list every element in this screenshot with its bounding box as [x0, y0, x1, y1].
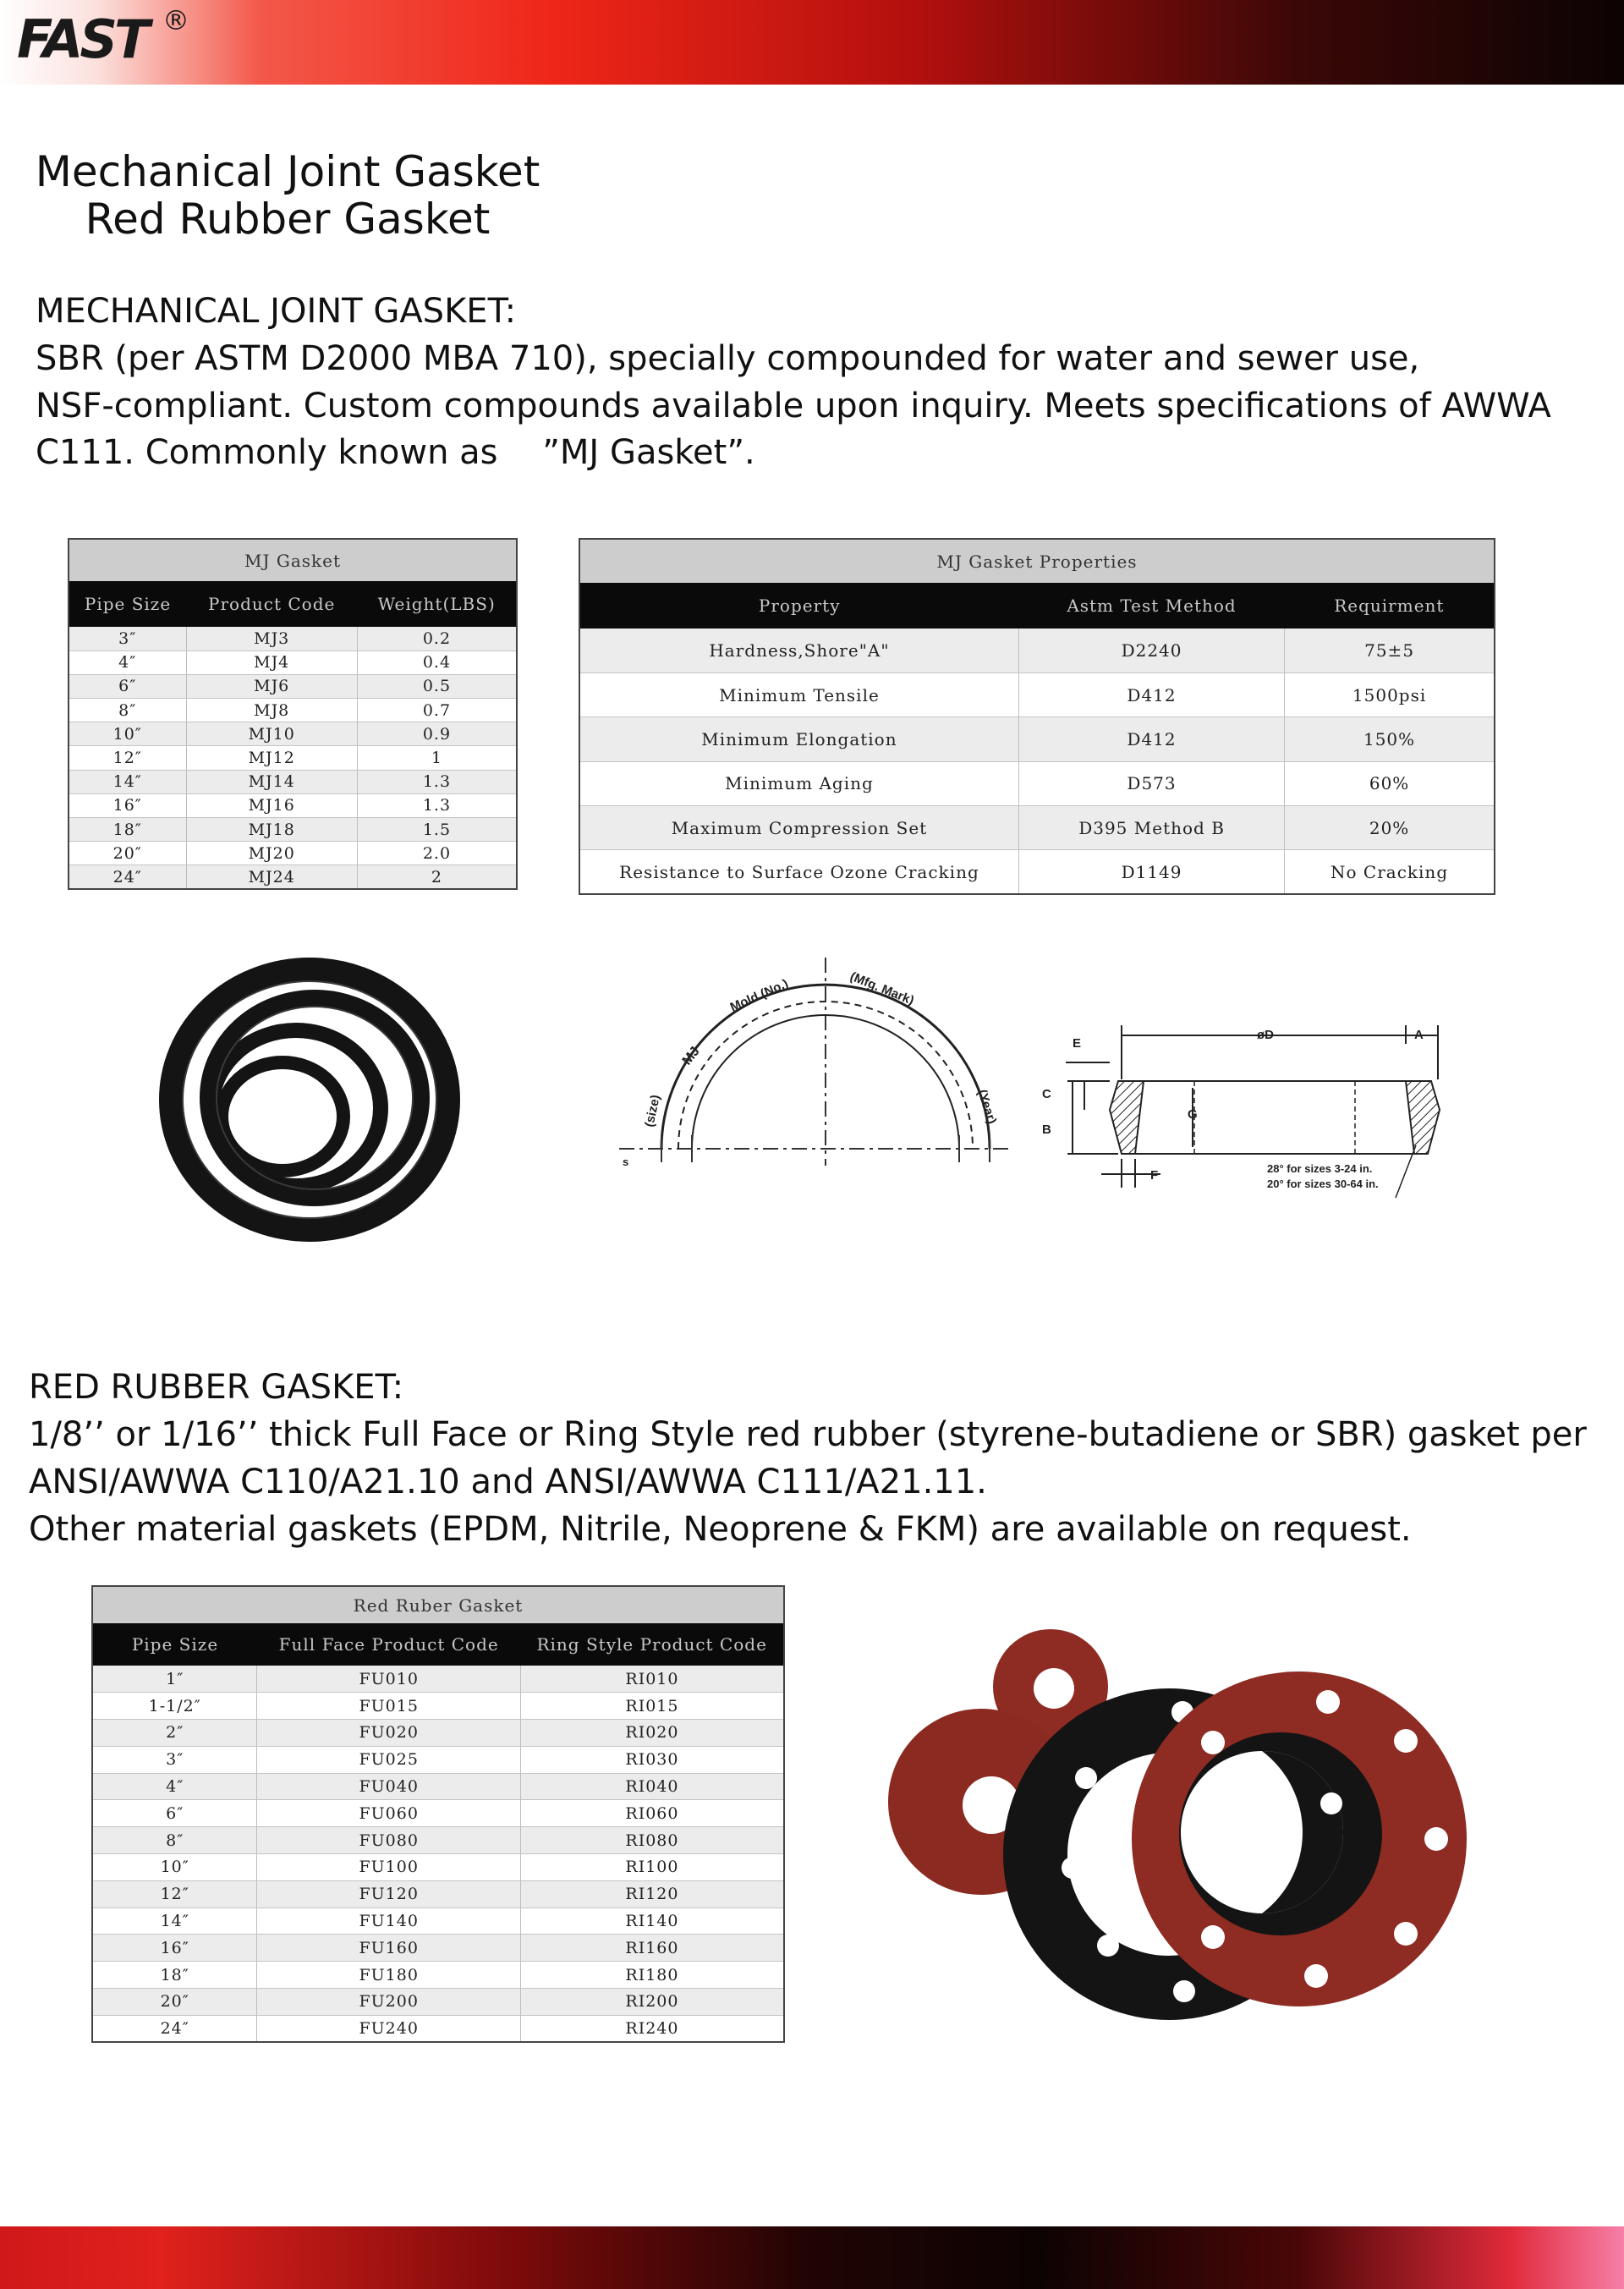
cell-size: 8″	[92, 1827, 257, 1854]
cell-size: 1-1/2″	[92, 1693, 257, 1720]
footer-banner	[0, 2226, 1624, 2289]
cell-weight: 1.5	[357, 818, 517, 842]
cell-property: Minimum Elongation	[579, 717, 1018, 761]
table-row	[92, 1720, 784, 1747]
cell-requirement: 1500psi	[1285, 672, 1495, 716]
table-row	[579, 672, 1495, 716]
cell-property: Maximum Compression Set	[579, 806, 1018, 850]
cell-size: 12″	[69, 746, 186, 770]
cell-size: 20″	[92, 1989, 257, 2016]
table-row	[92, 1693, 784, 1720]
section-label-f: F	[1150, 1168, 1159, 1183]
table-row	[92, 1746, 784, 1773]
cell-weight: 2.0	[357, 842, 517, 865]
cell-requirement: 75±5	[1285, 629, 1495, 672]
cell-ring: RI200	[520, 1989, 784, 2016]
cell-full-face: FU015	[257, 1693, 520, 1720]
cell-size: 1″	[92, 1666, 257, 1693]
page-title: Mechanical Joint Gasket	[35, 147, 540, 196]
mj-table-caption: MJ Gasket	[244, 550, 341, 571]
cell-size: 2″	[92, 1720, 257, 1747]
mj-line-3: C111. Commonly known as ”MJ Gasket”.	[36, 433, 755, 472]
cell-ring: RI030	[520, 1746, 784, 1773]
table-row	[92, 1827, 784, 1854]
red-rubber-gasket-table	[91, 1585, 785, 2043]
table-row	[92, 1935, 784, 1962]
cell-size: 10″	[92, 1854, 257, 1881]
mj-gasket-section-diagram	[1034, 1018, 1473, 1213]
cell-ring: RI100	[520, 1854, 784, 1881]
arc-label-mfg: (Mfg. Mark)	[848, 969, 917, 1008]
cell-ring: RI015	[520, 1693, 784, 1720]
table-row	[579, 850, 1495, 894]
cell-size: 24″	[92, 2015, 257, 2042]
cell-full-face: FU040	[257, 1773, 520, 1800]
cell-ring: RI060	[520, 1800, 784, 1827]
table-row	[579, 806, 1495, 850]
cell-requirement: 20%	[1285, 806, 1495, 850]
cell-code: MJ18	[186, 818, 357, 842]
red-line-3: Other material gaskets (EPDM, Nitrile, Neoprene & FKM) are available on request.	[29, 1510, 1412, 1549]
table-row	[69, 627, 517, 650]
cell-method: D412	[1018, 672, 1284, 716]
cell-property: Resistance to Surface Ozone Cracking	[579, 850, 1018, 894]
mj-properties-table	[579, 538, 1495, 895]
cell-size: 14″	[69, 770, 186, 793]
header-banner	[0, 0, 1624, 85]
cell-ring: RI240	[520, 2015, 784, 2042]
cell-weight: 0.5	[357, 674, 517, 698]
cell-code: MJ4	[186, 650, 357, 674]
cell-requirement: 150%	[1285, 717, 1495, 761]
cell-weight: 2	[357, 865, 517, 889]
mj-gasket-arc-diagram	[611, 954, 1015, 1176]
cell-ring: RI020	[520, 1720, 784, 1747]
red-header-ring-style: Ring Style Product Code	[520, 1623, 784, 1666]
cell-full-face: FU020	[257, 1720, 520, 1747]
cell-property: Minimum Tensile	[579, 672, 1018, 716]
cell-size: 8″	[69, 699, 186, 722]
table-row	[69, 746, 517, 770]
mj-line-2: NSF-compliant. Custom compounds available upon inquiry. Meets specifications of AWWA	[36, 387, 1551, 425]
cell-ring: RI040	[520, 1773, 784, 1800]
arc-label-mj: MJ	[679, 1044, 703, 1068]
table-row	[92, 2015, 784, 2042]
cell-requirement: 60%	[1285, 761, 1495, 805]
cell-method: D2240	[1018, 629, 1284, 672]
table-row	[69, 770, 517, 793]
mj-header-pipe-size: Pipe Size	[69, 581, 186, 627]
arc-label-size: (size)	[642, 1093, 663, 1128]
arc-label-mold: Mold (No.)	[727, 976, 791, 1015]
table-row	[579, 761, 1495, 805]
mj-header-weight: Weight(LBS)	[357, 581, 517, 627]
table-row	[92, 1773, 784, 1800]
cell-ring: RI010	[520, 1666, 784, 1693]
table-row	[69, 865, 517, 889]
section-label-a: A	[1414, 1028, 1424, 1042]
cell-code: MJ10	[186, 722, 357, 746]
red-header-pipe-size: Pipe Size	[92, 1623, 257, 1666]
cell-full-face: FU120	[257, 1880, 520, 1908]
table-row	[69, 793, 517, 817]
props-header-property: Property	[579, 583, 1018, 629]
red-line-2: ANSI/AWWA C110/A21.10 and ANSI/AWWA C111/A21.11.	[29, 1463, 987, 1501]
cell-code: MJ8	[186, 699, 357, 722]
red-line-1: 1/8’’ or 1/16’’ thick Full Face or Ring Style red rubber (styrene-butadiene or SBR) gasket per	[29, 1415, 1587, 1454]
cell-size: 6″	[92, 1800, 257, 1827]
section-label-e: E	[1073, 1036, 1082, 1051]
cell-size: 12″	[92, 1880, 257, 1908]
cell-ring: RI180	[520, 1962, 784, 1989]
table-row	[69, 674, 517, 698]
cell-code: MJ24	[186, 865, 357, 889]
arc-label-year: (Year)	[974, 1087, 1000, 1126]
table-row	[69, 650, 517, 674]
cell-weight: 0.2	[357, 627, 517, 650]
section-label-od: øD	[1257, 1028, 1274, 1042]
cell-property: Hardness,Shore"A"	[579, 629, 1018, 672]
cell-method: D1149	[1018, 850, 1284, 894]
cell-method: D412	[1018, 717, 1284, 761]
table-row	[579, 717, 1495, 761]
cell-property: Minimum Aging	[579, 761, 1018, 805]
mj-heading: MECHANICAL JOINT GASKET:	[36, 292, 517, 331]
cell-weight: 1.3	[357, 793, 517, 817]
logo-text: FAST	[17, 8, 147, 70]
cell-ring: RI140	[520, 1908, 784, 1935]
cell-weight: 0.4	[357, 650, 517, 674]
cell-size: 18″	[92, 1962, 257, 1989]
fast-logo	[17, 4, 190, 81]
table-row	[92, 1880, 784, 1908]
page-subtitle: Red Rubber Gasket	[85, 195, 491, 244]
cell-full-face: FU240	[257, 2015, 520, 2042]
cell-size: 16″	[69, 793, 186, 817]
red-table-caption: Red Ruber Gasket	[353, 1595, 524, 1616]
red-rubber-gaskets-image	[864, 1624, 1473, 2022]
table-row	[92, 1800, 784, 1827]
cell-code: MJ20	[186, 842, 357, 865]
cell-weight: 0.7	[357, 699, 517, 722]
cell-size: 16″	[92, 1935, 257, 1962]
cell-full-face: FU200	[257, 1989, 520, 2016]
cell-full-face: FU140	[257, 1908, 520, 1935]
table-row	[579, 629, 1495, 672]
props-header-requirement: Requirment	[1285, 583, 1495, 629]
table-row	[92, 1962, 784, 1989]
table-row	[69, 699, 517, 722]
section-label-g: G	[1188, 1107, 1198, 1122]
section-note-1: 28° for sizes 3-24 in.	[1267, 1162, 1373, 1175]
table-row	[92, 1908, 784, 1935]
section-label-b: B	[1042, 1123, 1051, 1137]
table-row	[69, 842, 517, 865]
section-label-c: C	[1042, 1087, 1051, 1101]
arc-label-s: s	[623, 1155, 629, 1168]
cell-weight: 1.3	[357, 770, 517, 793]
mj-gasket-rings-image	[149, 947, 470, 1252]
cell-size: 10″	[69, 722, 186, 746]
cell-code: MJ3	[186, 627, 357, 650]
cell-full-face: FU080	[257, 1827, 520, 1854]
red-header-full-face: Full Face Product Code	[257, 1623, 520, 1666]
table-row	[69, 722, 517, 746]
cell-code: MJ14	[186, 770, 357, 793]
section-note-2: 20° for sizes 30-64 in.	[1267, 1177, 1379, 1190]
cell-weight: 0.9	[357, 722, 517, 746]
props-header-method: Astm Test Method	[1018, 583, 1284, 629]
cell-full-face: FU060	[257, 1800, 520, 1827]
table-row	[92, 1666, 784, 1693]
cell-size: 4″	[69, 650, 186, 674]
table-row	[92, 1989, 784, 2016]
mj-header-product-code: Product Code	[186, 581, 357, 627]
cell-size: 20″	[69, 842, 186, 865]
cell-full-face: FU180	[257, 1962, 520, 1989]
cell-size: 24″	[69, 865, 186, 889]
cell-ring: RI160	[520, 1935, 784, 1962]
cell-method: D395 Method B	[1018, 806, 1284, 850]
red-heading: RED RUBBER GASKET:	[29, 1368, 404, 1407]
cell-size: 3″	[92, 1746, 257, 1773]
cell-weight: 1	[357, 746, 517, 770]
cell-size: 3″	[69, 627, 186, 650]
cell-full-face: FU100	[257, 1854, 520, 1881]
cell-size: 18″	[69, 818, 186, 842]
cell-method: D573	[1018, 761, 1284, 805]
mj-gasket-table	[68, 538, 518, 890]
cell-requirement: No Cracking	[1285, 850, 1495, 894]
cell-code: MJ12	[186, 746, 357, 770]
cell-code: MJ6	[186, 674, 357, 698]
cell-ring: RI080	[520, 1827, 784, 1854]
cell-size: 6″	[69, 674, 186, 698]
table-row	[69, 818, 517, 842]
props-table-caption: MJ Gasket Properties	[936, 551, 1138, 572]
mj-line-1: SBR (per ASTM D2000 MBA 710), specially compounded for water and sewer use,	[36, 339, 1420, 378]
cell-full-face: FU025	[257, 1746, 520, 1773]
cell-code: MJ16	[186, 793, 357, 817]
cell-full-face: FU010	[257, 1666, 520, 1693]
registered-mark: ®	[162, 4, 189, 36]
cell-full-face: FU160	[257, 1935, 520, 1962]
table-row	[92, 1854, 784, 1881]
cell-size: 14″	[92, 1908, 257, 1935]
cell-ring: RI120	[520, 1880, 784, 1908]
cell-size: 4″	[92, 1773, 257, 1800]
